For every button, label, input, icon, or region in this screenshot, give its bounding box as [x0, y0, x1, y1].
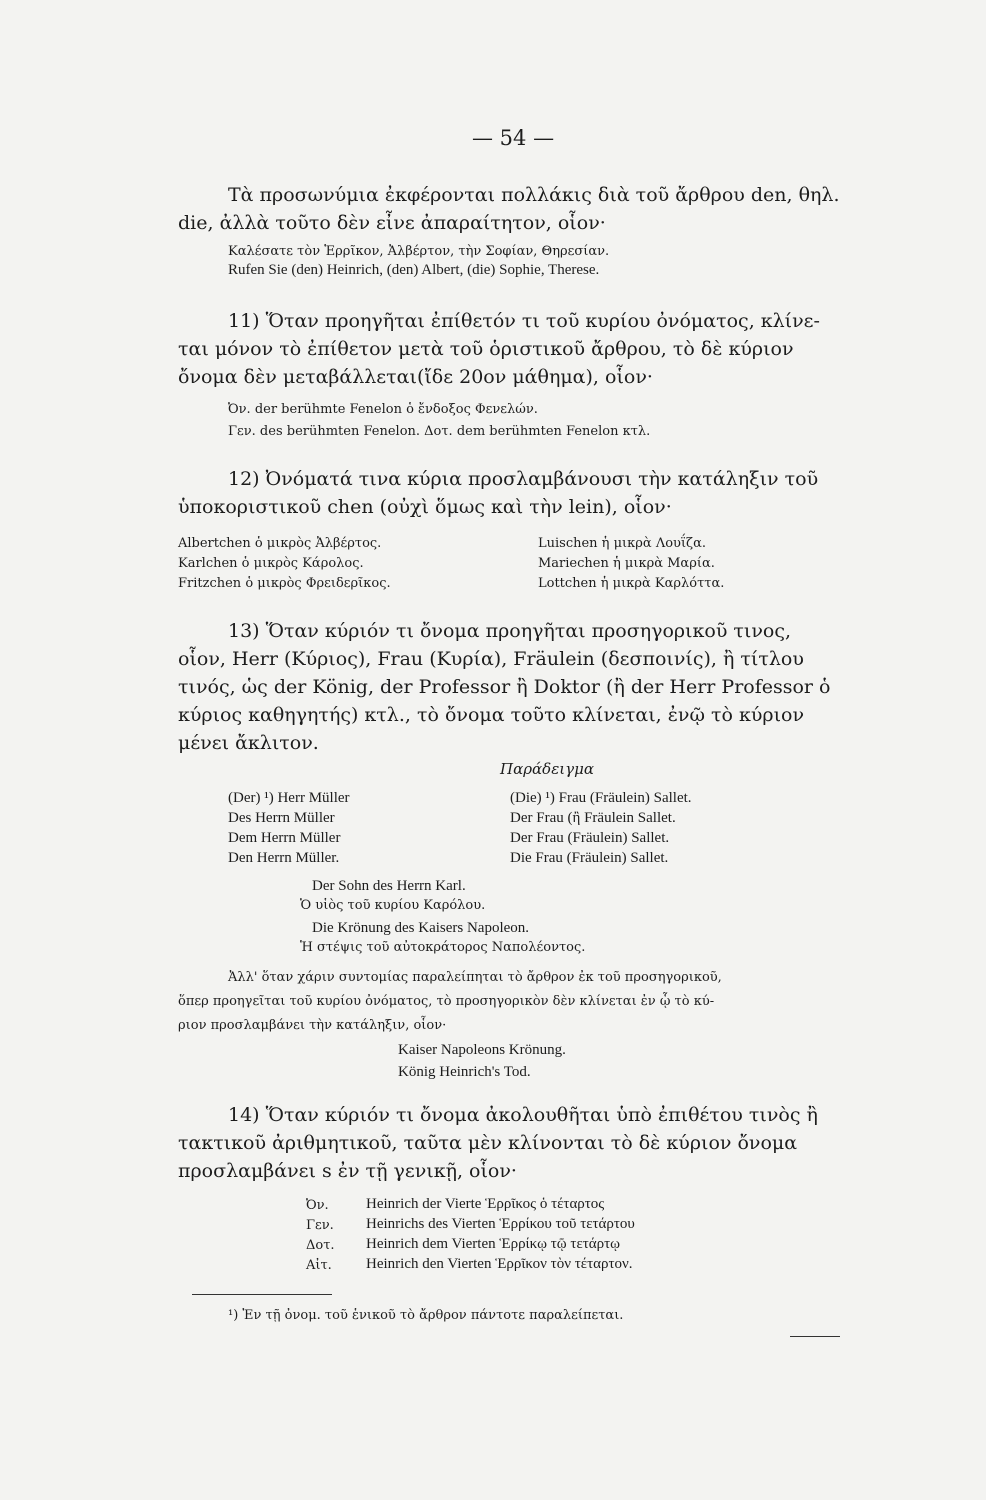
case-label: Δοτ.: [306, 1238, 335, 1253]
example-heading: Παράδειγμα: [500, 760, 594, 778]
case-label: Γεν.: [306, 1218, 334, 1233]
section-13-line-3: τινός, ὡς der König, der Professor ἢ Doktor (ἢ der Herr Professor ὁ: [178, 676, 831, 698]
declension-left-row: Des Herrn Müller: [228, 810, 335, 826]
case-example: Heinrich dem Vierten Ἑρρίκῳ τῷ τετάρτῳ: [366, 1236, 621, 1252]
section-12-example-right: Mariechen ἡ μικρὰ Μαρία.: [538, 556, 715, 571]
case-example: Heinrich der Vierte Ἑρρῖκος ὁ τέταρτος: [366, 1196, 605, 1212]
page-number: — 54 —: [472, 126, 555, 150]
note-line-3: ριον προσλαμβάνει τὴν κατάληξιν, οἷον·: [178, 1018, 447, 1033]
footnote: ¹) Ἐν τῇ ὀνομ. τοῦ ἑνικοῦ τὸ ἄρθρον πάντοτε παραλείπεται.: [228, 1308, 624, 1323]
case-label: Ὀν.: [306, 1198, 329, 1213]
section-12-line-2: ὑποκοριστικοῦ chen (οὐχὶ ὅμως καὶ τὴν lein), οἷον·: [178, 496, 672, 518]
intro-example-greek: Καλέσατε τὸν Ἑρρῖκον, Ἀλβέρτον, τὴν Σοφίαν, Θηρεσίαν.: [228, 244, 610, 259]
example-crown-greek: Ἡ στέψις τοῦ αὐτοκράτορος Ναπολέοντος.: [300, 940, 586, 955]
declension-right-row: Die Frau (Fräulein) Sallet.: [510, 850, 669, 866]
section-12-example-right: Luischen ἡ μικρὰ Λουΐζα.: [538, 536, 707, 551]
note-line-2: ὅπερ προηγεῖται τοῦ κυρίου ὀνόματος, τὸ προσηγορικὸν δὲν κλίνεται ἐν ᾧ τὸ κύ-: [178, 994, 715, 1009]
section-14-line-1: 14) Ὅταν κύριόν τι ὄνομα ἀκολουθῆται ὑπὸ ἐπιθέτου τινὸς ἢ: [228, 1104, 818, 1126]
section-11-example-1: Ὀν. der berühmte Fenelon ὁ ἔνδοξος Φενελών.: [228, 402, 538, 417]
section-13-line-5: μένει ἄκλιτον.: [178, 732, 319, 754]
declension-left-row: Dem Herrn Müller: [228, 830, 341, 846]
section-13-line-1: 13) Ὅταν κύριόν τι ὄνομα προηγῆται προσηγορικοῦ τινος,: [228, 620, 792, 642]
intro-line-1: Τὰ προσωνύμια ἐκφέρονται πολλάκις διὰ τοῦ ἄρθρου den, θηλ.: [228, 184, 840, 206]
section-12-example-right: Lottchen ἡ μικρὰ Καρλόττα.: [538, 576, 725, 591]
declension-right-row: Der Frau (ἢ Fräulein Sallet.: [510, 810, 676, 826]
note-example-1: Kaiser Napoleons Krönung.: [398, 1042, 566, 1058]
declension-left-row: (Der) ¹) Herr Müller: [228, 790, 350, 806]
note-example-2: König Heinrich's Tod.: [398, 1064, 531, 1080]
intro-example-german: Rufen Sie (den) Heinrich, (den) Albert, (die) Sophie, Therese.: [228, 262, 600, 278]
section-12-example-left: Albertchen ὁ μικρὸς Ἀλβέρτος.: [178, 536, 382, 551]
section-12-example-left: Fritzchen ὁ μικρὸς Φρειδερῖκος.: [178, 576, 391, 591]
end-rule: [790, 1336, 840, 1337]
example-son-greek: Ὁ υἱὸς τοῦ κυρίου Καρόλου.: [300, 898, 486, 913]
case-example: Heinrich den Vierten Ἑρρῖκον τὸν τέταρτον.: [366, 1256, 633, 1272]
intro-line-2: die, ἀλλὰ τοῦτο δὲν εἶνε ἀπαραίτητον, οἷον·: [178, 212, 606, 234]
declension-right-row: (Die) ¹) Frau (Fräulein) Sallet.: [510, 790, 692, 806]
section-11-line-2: ται μόνον τὸ ἐπίθετον μετὰ τοῦ ὁριστικοῦ ἄρθρου, τὸ δὲ κύριον: [178, 338, 794, 360]
section-12-example-left: Karlchen ὁ μικρὸς Κάρολος.: [178, 556, 364, 571]
example-son-german: Der Sohn des Herrn Karl.: [312, 878, 466, 894]
section-13-line-4: κύριος καθηγητής) κτλ., τὸ ὄνομα τοῦτο κλίνεται, ἐνῷ τὸ κύριον: [178, 704, 805, 726]
section-11-line-1: 11) Ὅταν προηγῆται ἐπίθετόν τι τοῦ κυρίου ὀνόματος, κλίνε-: [228, 310, 820, 332]
declension-right-row: Der Frau (Fräulein) Sallet.: [510, 830, 670, 846]
case-example: Heinrichs des Vierten Ἑρρίκου τοῦ τετάρτου: [366, 1216, 635, 1232]
footnote-rule: [192, 1294, 332, 1295]
section-11-example-2: Γεν. des berühmten Fenelon. Δοτ. dem berühmten Fenelon κτλ.: [228, 424, 651, 439]
example-crown-german: Die Krönung des Kaisers Napoleon.: [312, 920, 530, 936]
section-12-line-1: 12) Ὀνόματά τινα κύρια προσλαμβάνουσι τὴν κατάληξιν τοῦ: [228, 468, 819, 490]
section-14-line-3: προσλαμβάνει s ἐν τῇ γενικῇ, οἷον·: [178, 1160, 517, 1182]
section-13-line-2: οἷον, Herr (Κύριος), Frau (Κυρία), Fräulein (δεσποινίς), ἢ τίτλου: [178, 648, 804, 670]
note-line-1: Ἀλλ' ὅταν χάριν συντομίας παραλείπηται τὸ ἄρθρον ἐκ τοῦ προσηγορικοῦ,: [228, 970, 722, 985]
case-label: Αἰτ.: [306, 1258, 332, 1273]
declension-left-row: Den Herrn Müller.: [228, 850, 340, 866]
section-11-line-3: ὄνομα δὲν μεταβάλλεται(ἴδε 20ον μάθημα), οἷον·: [178, 366, 653, 388]
section-14-line-2: τακτικοῦ ἀριθμητικοῦ, ταῦτα μὲν κλίνονται τὸ δὲ κύριον ὄνομα: [178, 1132, 798, 1154]
